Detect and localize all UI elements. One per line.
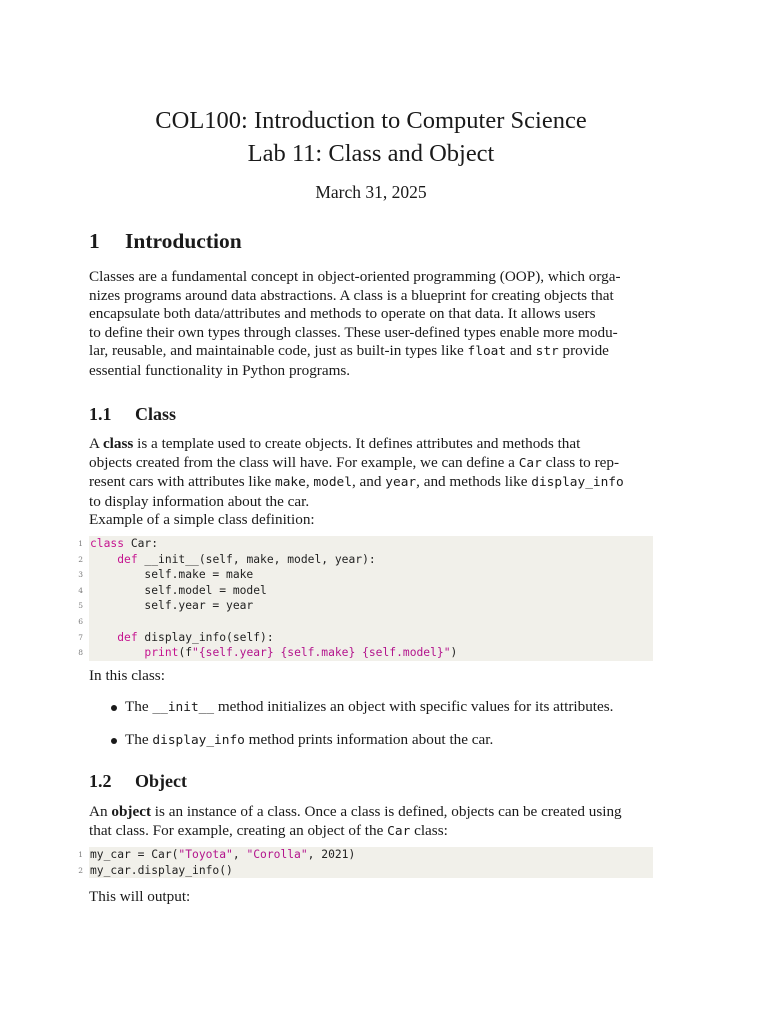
text-span: method initializes an object with specific values for its attributes. [214, 698, 614, 715]
text-span: class to rep- [541, 453, 620, 471]
text-span: method prints information about the car. [244, 730, 494, 748]
document-date: March 31, 2025 [315, 182, 427, 202]
title-block [89, 104, 653, 203]
inline-code-car: Car [518, 455, 542, 471]
class-paragraph [89, 435, 653, 530]
bold-term-object: object [111, 803, 151, 820]
text-span: An [89, 803, 112, 820]
in-this-class-text: In this class: [89, 667, 165, 684]
inline-code-make: make [275, 475, 306, 491]
text-span: is a template used to create objects. It defines attributes and methods that [133, 435, 581, 452]
bullet-icon [111, 738, 117, 744]
document-title: COL100: Introduction to Computer Science [155, 107, 587, 134]
text-line [89, 822, 653, 842]
text-line: to display information about the car. [89, 492, 310, 510]
text-line [89, 435, 653, 454]
inline-code-init: __init__ [152, 700, 215, 715]
code-line: 8 print(f"{self.year} {self.make} {self.model}") [89, 645, 653, 661]
subsection-number: 1.1 [89, 404, 112, 424]
section-title: Introduction [125, 229, 242, 253]
text-line [89, 803, 653, 822]
code-line: 1 class Car: [89, 536, 653, 552]
code-line: 7 def display_info(self): [89, 630, 653, 646]
subsection-title: Object [135, 771, 187, 791]
section-heading-introduction [89, 229, 653, 254]
code-text: self.make = make [90, 568, 254, 582]
text-line: essential functionality in Python programs. [89, 361, 351, 379]
text-line [89, 342, 653, 362]
section-number: 1 [89, 229, 100, 253]
code-line [78, 583, 653, 599]
line-number: 8 [78, 648, 83, 658]
text-line: encapsulate both data/attributes and methods to operate on that data. It allows users [89, 305, 596, 323]
object-paragraph [89, 803, 653, 841]
code-block-class-definition [78, 536, 653, 661]
text-line: to define their own types through classes. These user-defined types enable more modu- [89, 323, 618, 341]
line-number: 1 [78, 850, 83, 859]
text-line [89, 454, 653, 474]
line-number: 5 [78, 601, 83, 611]
code-text: self.model = model [90, 583, 267, 597]
text-span: , [305, 473, 314, 491]
text-line: Classes are a fundamental concept in object-oriented programming (OOP), which orga- [89, 268, 621, 285]
document-subtitle: Lab 11: Class and Object [247, 140, 495, 167]
text-line [89, 473, 653, 493]
intro-paragraph [89, 268, 653, 381]
line-number: 2 [78, 554, 83, 564]
bullet-icon [111, 705, 117, 711]
text-span: The [125, 698, 153, 715]
line-number: 1 [78, 539, 83, 548]
code-block-object-creation [78, 847, 653, 878]
text-span: lar, reusable, and maintainable code, just as built-in types like [89, 342, 468, 360]
text-line: nizes programs around data abstractions. A class is a blueprint for creating objects that [89, 286, 614, 304]
text-span: objects created from the class will have. For example, we can define a [89, 453, 519, 471]
text-span: provide [558, 342, 609, 360]
subsection-heading-class [89, 404, 653, 425]
text-span: A [89, 435, 103, 452]
text-span: that class. For example, creating an object of the [89, 821, 388, 839]
line-number: 2 [78, 865, 83, 875]
text-span: , and [351, 473, 386, 491]
text-line: Example of a simple class definition: [89, 511, 315, 529]
subsection-number: 1.2 [89, 771, 112, 791]
code-line [78, 863, 653, 879]
subsection-heading-object [89, 771, 653, 792]
code-line [78, 614, 653, 630]
line-number: 4 [78, 585, 83, 595]
code-line: 2 def __init__(self, make, model, year): [89, 552, 653, 568]
list-item [89, 698, 653, 718]
code-line [78, 567, 653, 583]
text-span: is an instance of a class. Once a class is defined, objects can be created using [151, 803, 622, 820]
inline-code-display-info: display_info [152, 732, 245, 748]
list-item [89, 731, 653, 751]
this-will-output-text: This will output: [89, 888, 191, 905]
inline-code-float: float [467, 344, 507, 360]
text-span: , and methods like [416, 473, 532, 491]
text-span: class: [410, 821, 448, 839]
line-number: 6 [78, 616, 83, 626]
text-span: resent cars with attributes like [89, 473, 275, 491]
inline-code-year: year [385, 475, 417, 491]
text-span: The [125, 730, 153, 748]
bold-term-class: class [102, 435, 134, 452]
code-text: my_car.display_info() [90, 863, 233, 877]
inline-code-display-info: display_info [531, 475, 624, 491]
inline-code-model: model [313, 475, 352, 491]
bullet-list [89, 698, 653, 750]
line-number: 3 [78, 570, 83, 580]
line-number: 7 [78, 632, 83, 642]
inline-code-car: Car [387, 823, 411, 839]
text-span: and [506, 342, 536, 360]
code-line: 1 my_car = Car("Toyota", "Corolla", 2021) [89, 847, 653, 863]
inline-code-str: str [535, 344, 559, 360]
code-line [78, 598, 653, 614]
code-text: self.year = year [90, 599, 254, 613]
subsection-title: Class [135, 404, 177, 424]
